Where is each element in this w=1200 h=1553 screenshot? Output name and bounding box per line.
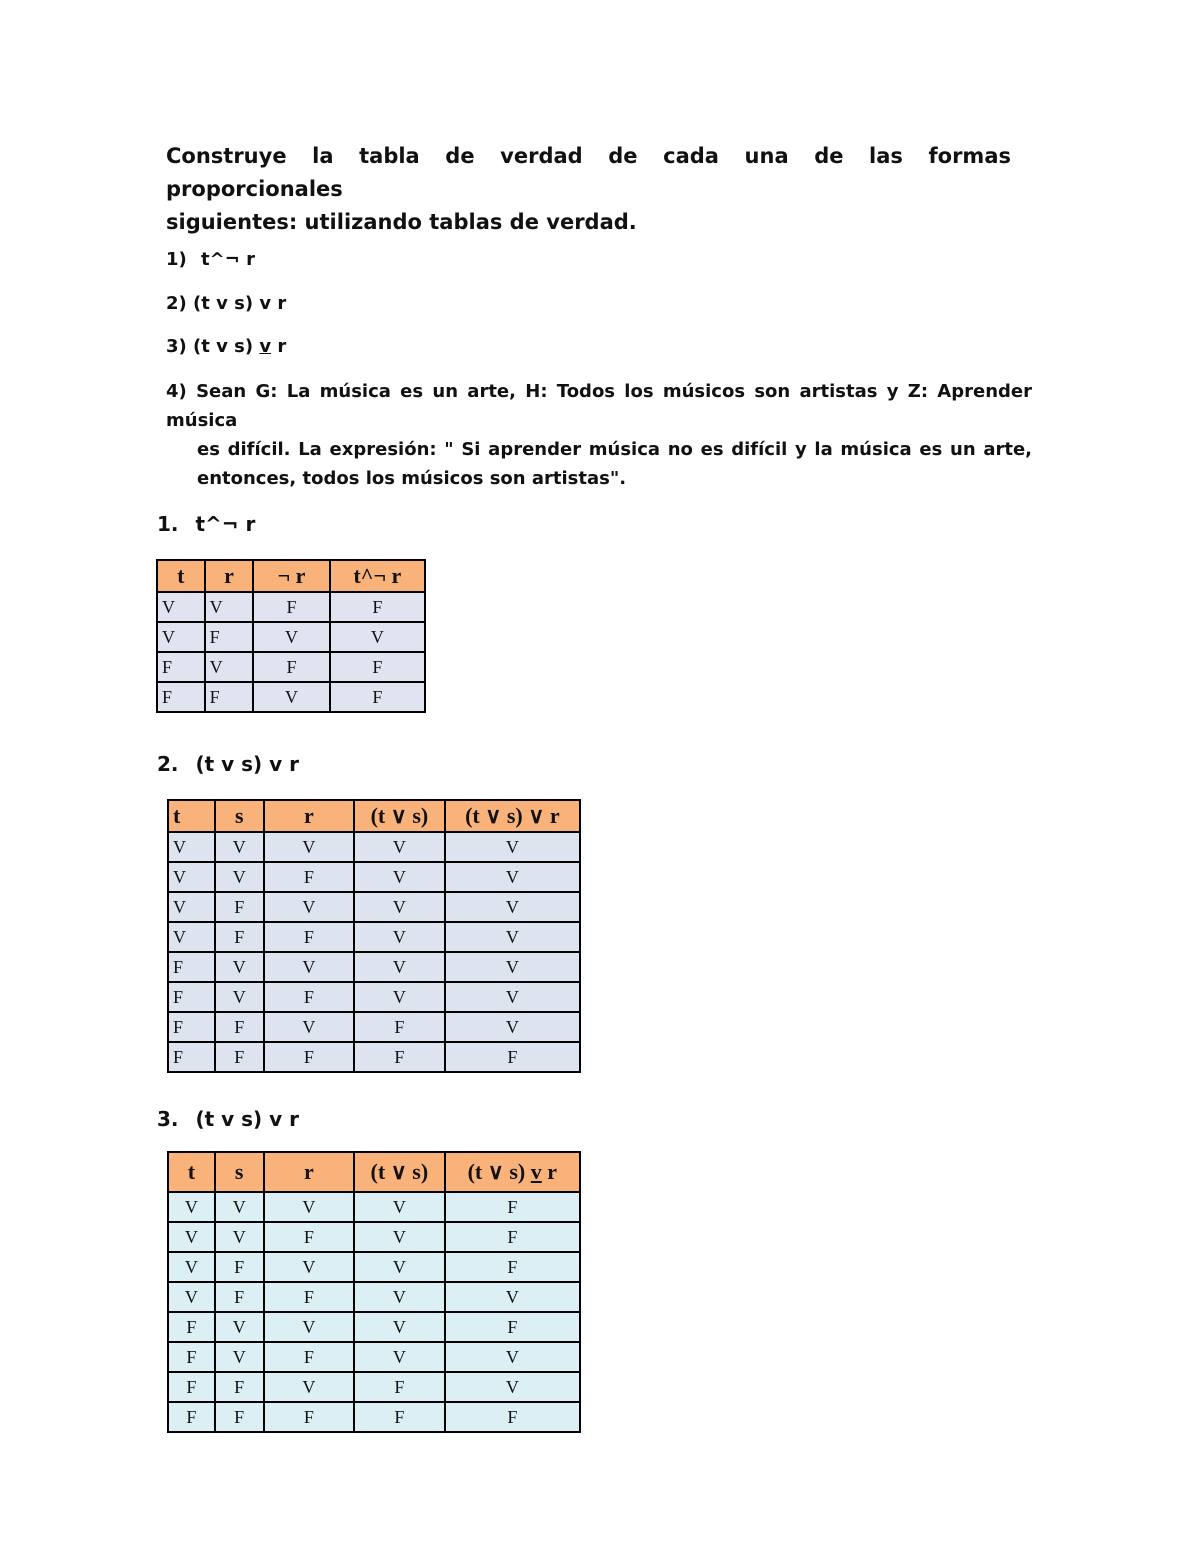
header-cell: (t ∨ s) ∨ r xyxy=(445,800,580,832)
table-row xyxy=(168,1222,580,1252)
table-cell: V xyxy=(354,1282,445,1312)
table-cell: V xyxy=(168,862,215,892)
table-row xyxy=(168,922,580,952)
table-cell: V xyxy=(215,1192,264,1222)
table-header-row xyxy=(157,560,425,592)
list-item-number: 1) xyxy=(166,249,187,270)
list-item-text-pre: (t v s) xyxy=(193,336,260,357)
header-text-post: r xyxy=(541,1159,558,1184)
table-cell: V xyxy=(445,982,580,1012)
list-item-text: t^¬ r xyxy=(201,249,255,270)
table-cell: V xyxy=(445,1372,580,1402)
header-text-pre: (t ∨ s) xyxy=(467,1159,531,1184)
table-cell: F xyxy=(168,952,215,982)
exclusive-or-symbol: v xyxy=(259,336,272,357)
table-cell: F xyxy=(215,922,264,952)
table-cell: F xyxy=(253,592,329,622)
table-cell: V xyxy=(354,1312,445,1342)
table-cell: V xyxy=(215,832,264,862)
instructions-line-2: siguientes: utilizando tablas de verdad. xyxy=(166,210,637,234)
header-cell: ¬ r xyxy=(253,560,329,592)
table-cell: F xyxy=(168,1402,215,1432)
list-item-4-first-line xyxy=(166,377,1032,435)
section-title: (t v s) v r xyxy=(195,752,300,776)
table-cell: F xyxy=(168,982,215,1012)
table-header-row xyxy=(168,800,580,832)
table-cell: V xyxy=(264,952,355,982)
table-cell: V xyxy=(264,1252,355,1282)
table-cell: V xyxy=(354,1342,445,1372)
table-row xyxy=(168,1402,580,1432)
header-cell: t xyxy=(157,560,205,592)
header-cell: r xyxy=(205,560,254,592)
table-cell: V xyxy=(157,622,205,652)
table-cell: V xyxy=(168,832,215,862)
header-cell: t xyxy=(168,1152,215,1192)
list-item-number: 3) xyxy=(166,336,187,357)
section-heading-2 xyxy=(157,752,299,776)
table-row xyxy=(168,952,580,982)
table-cell: V xyxy=(354,892,445,922)
table-cell: V xyxy=(354,1252,445,1282)
table-cell: F xyxy=(168,1012,215,1042)
header-cell: s xyxy=(215,1152,264,1192)
table-cell: V xyxy=(445,862,580,892)
section-number: 1. xyxy=(157,512,179,536)
table-cell: V xyxy=(445,922,580,952)
table-cell: V xyxy=(215,1312,264,1342)
table-cell: V xyxy=(264,1372,355,1402)
table-cell: F xyxy=(215,1012,264,1042)
table-cell: V xyxy=(168,1252,215,1282)
section-title: t^¬ r xyxy=(195,512,256,536)
table-cell: F xyxy=(264,1282,355,1312)
table-row xyxy=(157,622,425,652)
table-cell: V xyxy=(445,832,580,862)
table-cell: F xyxy=(354,1042,445,1072)
table-cell: F xyxy=(215,1042,264,1072)
table-cell: F xyxy=(157,652,205,682)
table-cell: F xyxy=(168,1342,215,1372)
table-cell: F xyxy=(253,652,329,682)
table-cell: V xyxy=(445,1012,580,1042)
section-number: 2. xyxy=(157,752,179,776)
table-cell: V xyxy=(264,832,355,862)
table-cell: F xyxy=(215,892,264,922)
table-row xyxy=(157,592,425,622)
list-item-text: (t v s) v r xyxy=(193,293,287,314)
list-item-number: 2) xyxy=(166,293,187,314)
table-cell: F xyxy=(215,1252,264,1282)
table-cell: F xyxy=(354,1372,445,1402)
table-cell: V xyxy=(205,652,254,682)
exclusive-or-symbol: v xyxy=(530,1159,542,1184)
table-cell: V xyxy=(445,1282,580,1312)
table-cell: V xyxy=(168,1222,215,1252)
table-cell: V xyxy=(253,682,329,712)
table-row xyxy=(168,1252,580,1282)
table-cell: F xyxy=(354,1402,445,1432)
list-item-1 xyxy=(166,249,255,270)
header-cell: r xyxy=(264,800,355,832)
table-cell: F xyxy=(264,1402,355,1432)
section-number: 3. xyxy=(157,1107,179,1131)
table-cell: V xyxy=(354,1192,445,1222)
table-row xyxy=(168,1012,580,1042)
instructions xyxy=(166,140,1011,239)
table-row xyxy=(157,682,425,712)
table-cell: F xyxy=(354,1012,445,1042)
instructions-line-1: Construye la tabla de verdad de cada una de las formas proporcionales xyxy=(166,144,1011,201)
table-cell: V xyxy=(445,952,580,982)
table-cell: F xyxy=(330,592,425,622)
table-cell: V xyxy=(157,592,205,622)
section-heading-3 xyxy=(157,1107,299,1131)
list-item-4 xyxy=(166,377,1032,493)
list-item-text: Sean G: La música es un arte, H: Todos los músicos son artistas y Z: Aprender música xyxy=(166,381,1032,431)
table-cell: F xyxy=(264,1042,355,1072)
table-row xyxy=(168,1282,580,1312)
table-row xyxy=(168,1342,580,1372)
table-cell: F xyxy=(445,1192,580,1222)
table-row xyxy=(168,1042,580,1072)
table-cell: V xyxy=(264,1012,355,1042)
table-cell: V xyxy=(205,592,254,622)
header-cell: (t ∨ s) xyxy=(354,800,445,832)
list-item-4-continuation: es difícil. La expresión: " Si aprender música no es difícil y la música es un arte, entonces, todos los músicos son artistas". xyxy=(197,439,1032,489)
table-cell: V xyxy=(264,892,355,922)
table-row xyxy=(168,832,580,862)
header-cell: t xyxy=(168,800,215,832)
table-cell: V xyxy=(354,1222,445,1252)
table-cell: F xyxy=(264,1222,355,1252)
table-cell: F xyxy=(168,1312,215,1342)
table-cell: V xyxy=(330,622,425,652)
table-cell: V xyxy=(445,892,580,922)
table-cell: V xyxy=(354,922,445,952)
section-title: (t v s) v r xyxy=(195,1107,300,1131)
table-cell: V xyxy=(354,862,445,892)
table-cell: V xyxy=(354,832,445,862)
table-cell: F xyxy=(445,1222,580,1252)
truth-table-3 xyxy=(167,1151,581,1433)
table-cell: F xyxy=(330,652,425,682)
header-cell: s xyxy=(215,800,264,832)
table-cell: F xyxy=(264,982,355,1012)
table-row xyxy=(157,652,425,682)
header-cell: r xyxy=(264,1152,355,1192)
table-row xyxy=(168,862,580,892)
table-cell: F xyxy=(264,1342,355,1372)
table-cell: F xyxy=(205,682,254,712)
table-cell: F xyxy=(330,682,425,712)
table-cell: F xyxy=(205,622,254,652)
table-cell: V xyxy=(264,1192,355,1222)
table-cell: V xyxy=(253,622,329,652)
table-cell: F xyxy=(215,1402,264,1432)
table-cell: F xyxy=(215,1372,264,1402)
header-cell xyxy=(445,1152,580,1192)
table-cell: F xyxy=(215,1282,264,1312)
table-cell: F xyxy=(445,1252,580,1282)
table-cell: F xyxy=(264,922,355,952)
table-row xyxy=(168,1372,580,1402)
table-cell: V xyxy=(354,952,445,982)
header-cell: (t ∨ s) xyxy=(354,1152,445,1192)
table-cell: V xyxy=(215,952,264,982)
table-cell: V xyxy=(168,922,215,952)
table-cell: F xyxy=(445,1402,580,1432)
table-cell: V xyxy=(168,892,215,922)
table-row xyxy=(168,1192,580,1222)
table-cell: V xyxy=(215,1222,264,1252)
list-item-text-post: r xyxy=(271,336,287,357)
table-row xyxy=(168,892,580,922)
table-cell: V xyxy=(168,1192,215,1222)
table-cell: V xyxy=(445,1342,580,1372)
table-cell: V xyxy=(354,982,445,1012)
truth-table-2 xyxy=(167,799,581,1073)
table-cell: F xyxy=(168,1372,215,1402)
table-cell: V xyxy=(264,1312,355,1342)
table-cell: V xyxy=(168,1282,215,1312)
table-header-row xyxy=(168,1152,580,1192)
table-cell: V xyxy=(215,982,264,1012)
table-cell: V xyxy=(215,862,264,892)
table-cell: F xyxy=(157,682,205,712)
table-cell: F xyxy=(445,1042,580,1072)
list-item-text xyxy=(193,336,286,357)
table-cell: F xyxy=(445,1312,580,1342)
section-heading-1 xyxy=(157,512,255,536)
list-item-number: 4) xyxy=(166,381,187,402)
table-row xyxy=(168,1312,580,1342)
header-cell: t^¬ r xyxy=(330,560,425,592)
list-item-2 xyxy=(166,293,286,314)
truth-table-1 xyxy=(156,559,426,713)
table-cell: F xyxy=(168,1042,215,1072)
table-cell: F xyxy=(264,862,355,892)
list-item-3 xyxy=(166,336,286,357)
table-row xyxy=(168,982,580,1012)
table-cell: V xyxy=(215,1342,264,1372)
